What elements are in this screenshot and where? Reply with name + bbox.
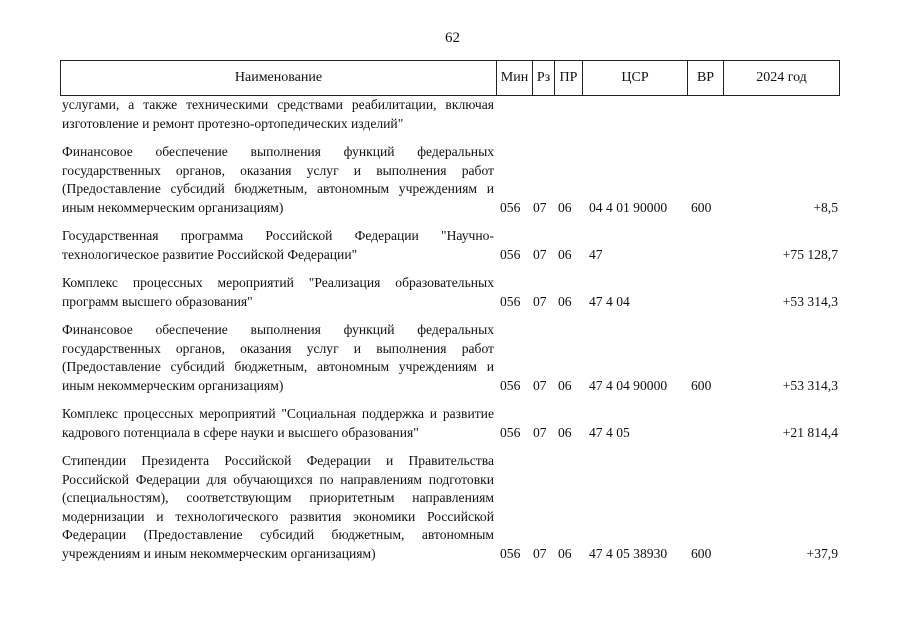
row-value: +53 314,3	[782, 377, 838, 393]
header-name: Наименование	[61, 61, 497, 95]
row-csr: 47 4 04 90000	[589, 377, 668, 393]
row-vr: 600	[691, 199, 712, 215]
row-csr: 47 4 05	[589, 424, 630, 440]
row-pr: 06	[558, 199, 572, 215]
row-value: +53 314,3	[782, 293, 838, 309]
row-codes	[500, 199, 840, 218]
row-min: 056	[500, 199, 521, 215]
table-row	[60, 321, 840, 395]
row-rz: 07	[533, 424, 547, 440]
row-vr: 600	[691, 377, 712, 393]
row-pr: 06	[558, 377, 572, 393]
header-csr: ЦСР	[583, 61, 688, 95]
header-rz: Рз	[533, 61, 555, 95]
row-name: Государственная программа Российской Федерации "Научно-технологическое развитие Российской Федерации"	[62, 228, 494, 262]
table-body	[60, 97, 840, 573]
row-min: 056	[500, 424, 521, 440]
row-pr: 06	[558, 293, 572, 309]
row-rz: 07	[533, 246, 547, 262]
row-rz: 07	[533, 377, 547, 393]
header-pr: ПР	[555, 61, 583, 95]
row-value: +75 128,7	[782, 246, 838, 262]
row-value: +21 814,4	[782, 424, 838, 440]
row-name: Комплекс процессных мероприятий "Социальная поддержка и развитие кадрового потенциала в сфере науки и высшего образования"	[62, 406, 494, 440]
row-pr: 06	[558, 545, 572, 561]
row-min: 056	[500, 545, 521, 561]
row-name: Комплекс процессных мероприятий "Реализация образовательных программ высшего образования"	[62, 275, 494, 309]
row-csr: 04 4 01 90000	[589, 199, 668, 215]
row-rz: 07	[533, 199, 547, 215]
row-value: +8,5	[813, 199, 838, 215]
row-codes	[500, 246, 840, 265]
table-row	[60, 452, 840, 563]
table-row	[60, 143, 840, 217]
row-pr: 06	[558, 246, 572, 262]
row-codes	[500, 424, 840, 443]
row-pr: 06	[558, 424, 572, 440]
row-name: Финансовое обеспечение выполнения функций федеральных государственных органов, оказания услуг и выполнения работ (Предоставление субсидий бюджетным, автономным учреждениям и иным некоммерческим организациям)	[62, 322, 494, 393]
row-codes	[500, 115, 840, 134]
table-row	[60, 274, 840, 311]
row-codes	[500, 293, 840, 312]
row-vr: 600	[691, 545, 712, 561]
table-row	[60, 97, 840, 133]
row-csr: 47 4 05 38930	[589, 545, 668, 561]
row-value: +37,9	[806, 545, 838, 561]
row-name: Финансовое обеспечение выполнения функций федеральных государственных органов, оказания услуг и выполнения работ (Предоставление субсидий бюджетным, автономным учреждениям и иным некоммерческим организациям)	[62, 144, 494, 215]
row-csr: 47	[589, 246, 603, 262]
row-min: 056	[500, 377, 521, 393]
table-row	[60, 227, 840, 264]
header-min: Мин	[497, 61, 533, 95]
page-number: 62	[445, 30, 460, 46]
header-year: 2024 год	[756, 70, 807, 85]
table-row	[60, 405, 840, 442]
row-rz: 07	[533, 293, 547, 309]
header-vr: ВР	[688, 61, 724, 95]
row-name: услугами, а также техническими средствами реабилитации, включая изготовление и ремонт протезно-ортопедических изделий"	[62, 97, 494, 131]
row-codes	[500, 377, 840, 396]
row-name: Стипендии Президента Российской Федерации и Правительства Российской Федерации для обучающихся по направлениям подготовки (специальностям), соответствующим приоритетным направлениям модернизации и технологического развития экономики Российской Федерации (Предоставление субсидий бюджетным, автономным учреждениям и иным некоммерческим организациям)	[62, 453, 494, 561]
row-codes	[500, 545, 840, 564]
row-min: 056	[500, 293, 521, 309]
row-rz: 07	[533, 545, 547, 561]
table-header	[60, 60, 840, 96]
row-csr: 47 4 04	[589, 293, 630, 309]
row-min: 056	[500, 246, 521, 262]
